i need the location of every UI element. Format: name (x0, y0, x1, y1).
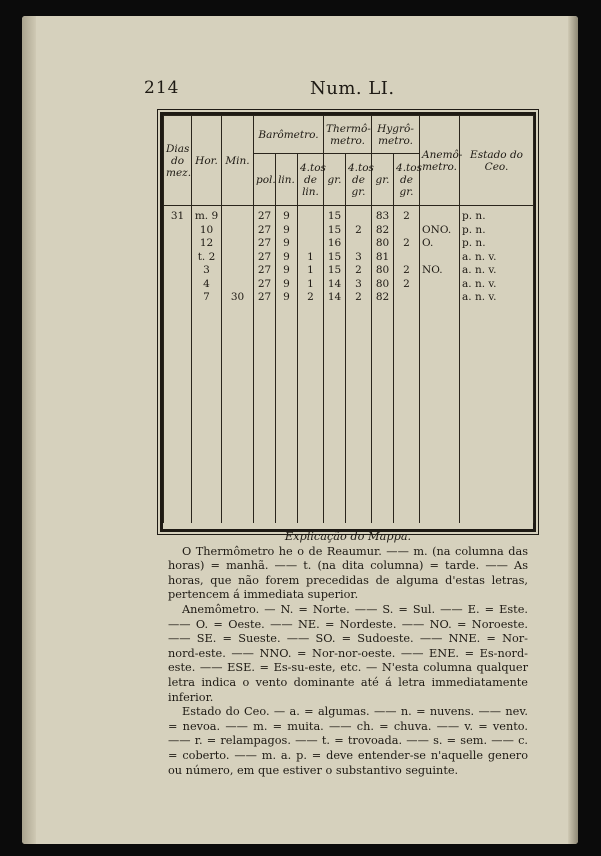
cell-dia (164, 278, 192, 292)
table-body (164, 206, 534, 523)
col-header-barometro: Barômetro. (254, 116, 324, 154)
cell-hora: 3 (192, 264, 222, 278)
cell-hygro-quartos: 2 (394, 237, 420, 251)
cell-quartos-linha (298, 224, 324, 238)
cell-graus: 15 (324, 264, 346, 278)
cell-linhas: 9 (276, 237, 298, 251)
cell-minuto (222, 224, 254, 238)
cell-estado-ceo: p. n. (460, 224, 534, 238)
cell-polegadas: 27 (254, 264, 276, 278)
subheader-pol: pol. (254, 154, 276, 206)
cell-linhas: 9 (276, 206, 298, 224)
cell-linhas: 9 (276, 264, 298, 278)
table-row (164, 291, 534, 305)
subheader-quartos-lin: 4.tos de lin. (298, 154, 324, 206)
cell-linhas: 9 (276, 251, 298, 265)
cell-hora: m. 9 (192, 206, 222, 224)
col-header-hygrometro: Hygrô- metro. (372, 116, 420, 154)
explanation-caption: Explicação do Mappa. (284, 530, 412, 543)
cell-hora: 12 (192, 237, 222, 251)
cell-linhas: 9 (276, 224, 298, 238)
cell-hygro-graus: 80 (372, 264, 394, 278)
weather-table (163, 115, 534, 523)
cell-polegadas: 27 (254, 206, 276, 224)
cell-minuto: 30 (222, 291, 254, 305)
table-row (164, 264, 534, 278)
cell-minuto (222, 278, 254, 292)
cell-graus: 15 (324, 224, 346, 238)
cell-quartos-grau: 2 (346, 224, 372, 238)
cell-hygro-quartos: 2 (394, 264, 420, 278)
cell-graus: 14 (324, 278, 346, 292)
table-filler-row (164, 305, 534, 523)
cell-hygro-quartos: 2 (394, 278, 420, 292)
subheader-hyg-quartos-gr: 4.tos de gr. (394, 154, 420, 206)
cell-minuto (222, 237, 254, 251)
table-row (164, 251, 534, 265)
cell-hora: t. 2 (192, 251, 222, 265)
cell-quartos-grau: 3 (346, 251, 372, 265)
page-right-shadow (568, 16, 578, 844)
cell-minuto (222, 264, 254, 278)
cell-hygro-quartos (394, 251, 420, 265)
cell-quartos-linha: 1 (298, 278, 324, 292)
cell-quartos-grau: 3 (346, 278, 372, 292)
col-header-estado: Estado do Ceo. (460, 116, 534, 206)
cell-vento (420, 291, 460, 305)
cell-hygro-graus: 82 (372, 224, 394, 238)
cell-minuto (222, 206, 254, 224)
subheader-gr: gr. (324, 154, 346, 206)
cell-minuto (222, 251, 254, 265)
cell-dia (164, 264, 192, 278)
cell-quartos-linha (298, 206, 324, 224)
table-row (164, 278, 534, 292)
cell-linhas: 9 (276, 291, 298, 305)
cell-vento: ONO. (420, 224, 460, 238)
table-row (164, 224, 534, 238)
book-page (22, 16, 578, 844)
cell-estado-ceo: p. n. (460, 206, 534, 224)
cell-quartos-grau: 2 (346, 291, 372, 305)
cell-quartos-linha: 2 (298, 291, 324, 305)
cell-estado-ceo: a. n. v. (460, 264, 534, 278)
cell-dia (164, 237, 192, 251)
cell-estado-ceo: a. n. v. (460, 251, 534, 265)
col-header-min: Min. (222, 116, 254, 206)
subheader-hyg-gr: gr. (372, 154, 394, 206)
cell-hora: 10 (192, 224, 222, 238)
explanation-sky-state: Estado do Ceo. — a. = algumas. —— n. = nuvens. —— nev. = nevoa. —— m. = muita. —— ch. = chuva. —— v. = vento. —— r. = relampagos. —— t. = trovoada. —— s. = sem. —— c. = coberto. —— m. a. p. = deve entender-se n'aquelle genero ou número, em que estiver o substantivo seguinte. (168, 705, 528, 777)
cell-vento: NO. (420, 264, 460, 278)
cell-dia (164, 291, 192, 305)
cell-linhas: 9 (276, 278, 298, 292)
cell-graus: 15 (324, 206, 346, 224)
col-header-anemometro: Anemô- metro. (420, 116, 460, 206)
cell-polegadas: 27 (254, 224, 276, 238)
cell-quartos-linha: 1 (298, 264, 324, 278)
cell-quartos-linha: 1 (298, 251, 324, 265)
cell-quartos-grau: 2 (346, 264, 372, 278)
cell-vento: O. (420, 237, 460, 251)
cell-graus: 15 (324, 251, 346, 265)
page-title: Num. LI. (310, 78, 395, 99)
col-header-dias: Dias do mez. (164, 116, 192, 206)
cell-hora: 7 (192, 291, 222, 305)
page-binding-edge (22, 16, 36, 844)
cell-dia: 31 (164, 206, 192, 224)
cell-quartos-grau (346, 206, 372, 224)
subheader-lin: lin. (276, 154, 298, 206)
explanation-thermometer: O Thermômetro he o de Reaumur. —— m. (na columna das horas) = manhã. —— t. (na dita columna) = tarde. —— As horas, que não forem precedidas de alguma d'estas letras, pertencem á immediata superior. (168, 544, 528, 602)
table-row (164, 206, 534, 224)
cell-estado-ceo: p. n. (460, 237, 534, 251)
cell-quartos-grau (346, 237, 372, 251)
page-header (22, 78, 578, 108)
cell-hora: 4 (192, 278, 222, 292)
cell-vento (420, 251, 460, 265)
cell-polegadas: 27 (254, 291, 276, 305)
table-row (164, 237, 534, 251)
cell-polegadas: 27 (254, 251, 276, 265)
cell-vento (420, 206, 460, 224)
col-header-thermometro: Thermô- metro. (324, 116, 372, 154)
cell-graus: 16 (324, 237, 346, 251)
explanation-block (168, 530, 528, 778)
cell-polegadas: 27 (254, 237, 276, 251)
cell-hygro-quartos: 2 (394, 206, 420, 224)
cell-hygro-quartos (394, 291, 420, 305)
cell-estado-ceo: a. n. v. (460, 291, 534, 305)
cell-polegadas: 27 (254, 278, 276, 292)
cell-estado-ceo: a. n. v. (460, 278, 534, 292)
cell-quartos-linha (298, 237, 324, 251)
weather-table-frame (160, 112, 536, 532)
cell-graus: 14 (324, 291, 346, 305)
cell-hygro-graus: 80 (372, 237, 394, 251)
page-number: 214 (144, 78, 180, 98)
subheader-quartos-gr: 4.tos de gr. (346, 154, 372, 206)
cell-dia (164, 251, 192, 265)
cell-hygro-graus: 83 (372, 206, 394, 224)
cell-hygro-graus: 82 (372, 291, 394, 305)
cell-vento (420, 278, 460, 292)
cell-hygro-quartos (394, 224, 420, 238)
cell-dia (164, 224, 192, 238)
cell-hygro-graus: 80 (372, 278, 394, 292)
explanation-anemometer: Anemômetro. — N. = Norte. —— S. = Sul. —— E. = Este. —— O. = Oeste. —— NE. = Nordeste. —— NO. = Noroeste. —— SE. = Sueste. —— SO. = Sudoeste. —— NNE. = Nor-nord-este. —— NNO. = Nor-nor-oeste. —— ENE. = Es-nord-este. —— ESE. = Es-su-este, etc. — N'esta columna qualquer letra indica o vento dominante até á letra immediatamente inferior. (168, 602, 528, 704)
col-header-hor: Hor. (192, 116, 222, 206)
cell-hygro-graus: 81 (372, 251, 394, 265)
